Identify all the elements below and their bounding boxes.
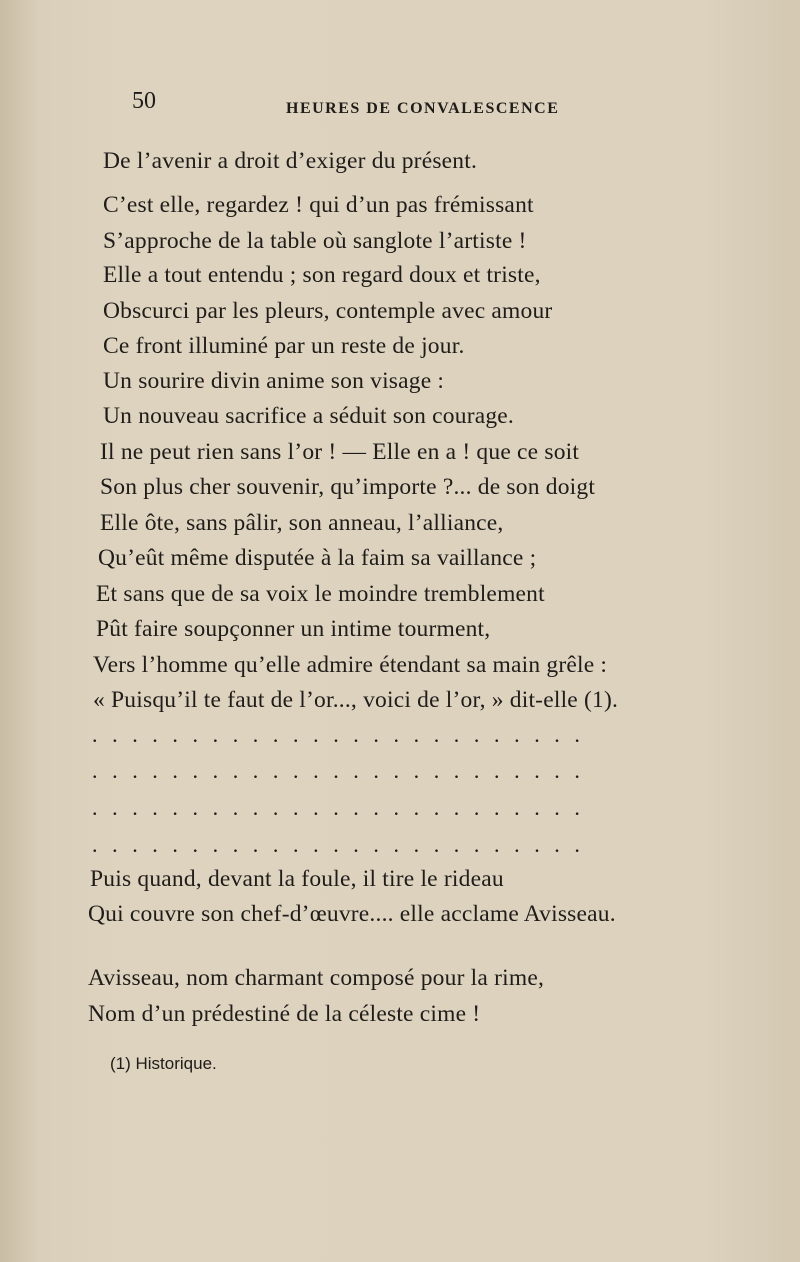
- verse-line: C’est elle, regardez ! qui d’un pas frémissant: [103, 192, 534, 218]
- ellipsis-row: .........................: [92, 722, 595, 747]
- ellipsis-row: .........................: [92, 758, 595, 783]
- verse-line: Avisseau, nom charmant composé pour la rime,: [88, 965, 545, 991]
- verse-line: Pût faire soupçonner un intime tourment,: [96, 616, 491, 642]
- footnote: (1) Historique.: [110, 1054, 217, 1073]
- verse-line: Son plus cher souvenir, qu’importe ?... de son doigt: [100, 474, 596, 500]
- verse-line: Un nouveau sacrifice a séduit son courage.: [103, 403, 515, 429]
- verse-line: Ce front illuminé par un reste de jour.: [103, 333, 465, 359]
- verse-line: Nom d’un prédestiné de la céleste cime !: [88, 1001, 481, 1027]
- page-number: 50: [132, 88, 156, 114]
- ellipsis-row: .........................: [92, 832, 595, 857]
- verse-line: Puis quand, devant la foule, il tire le rideau: [90, 866, 504, 892]
- verse-line: Il ne peut rien sans l’or ! — Elle en a ! que ce soit: [100, 439, 580, 465]
- verse-line: Et sans que de sa voix le moindre tremblement: [96, 581, 545, 607]
- verse-line: Qu’eût même disputée à la faim sa vaillance ;: [98, 545, 537, 571]
- ellipsis-row: .........................: [92, 795, 595, 820]
- verse-line: Qui couvre son chef-d’œuvre.... elle acclame Avisseau.: [88, 901, 616, 927]
- verse-line: Obscurci par les pleurs, contemple avec amour: [103, 298, 553, 324]
- verse-line: Vers l’homme qu’elle admire étendant sa main grêle :: [93, 652, 608, 678]
- verse-line: « Puisqu’il te faut de l’or..., voici de l’or, » dit-elle (1).: [93, 687, 619, 713]
- running-title: HEURES DE CONVALESCENCE: [286, 100, 560, 117]
- verse-line: Elle a tout entendu ; son regard doux et triste,: [103, 262, 541, 288]
- verse-line: De l’avenir a droit d’exiger du présent.: [103, 148, 478, 174]
- verse-line: Elle ôte, sans pâlir, son anneau, l’alliance,: [100, 510, 504, 536]
- verse-line: S’approche de la table où sanglote l’artiste !: [103, 228, 527, 254]
- verse-line: Un sourire divin anime son visage :: [103, 368, 445, 394]
